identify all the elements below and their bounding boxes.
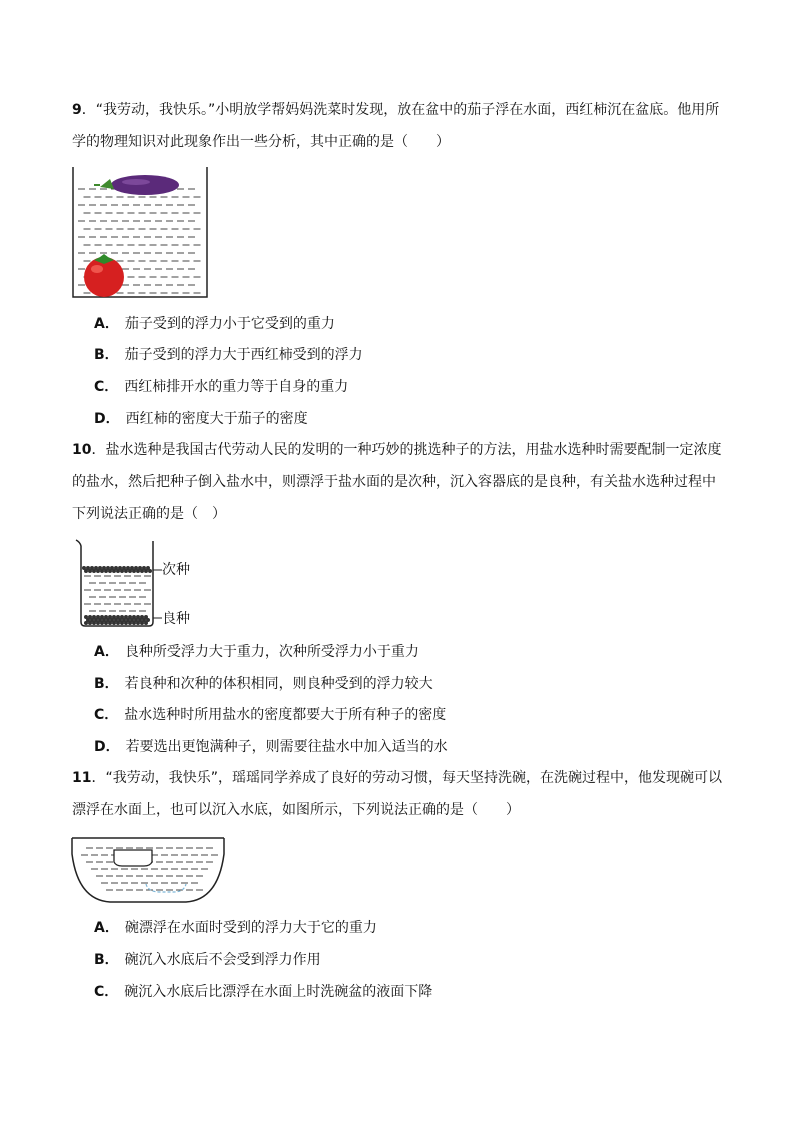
q9-option-c[interactable]: C． 西红柿排开水的重力等于自身的重力 [94, 379, 349, 395]
q10-option-d[interactable]: D． 若要选出更饱满种子，则需要往盐水中加入适当的水 [94, 739, 448, 755]
question-10-text: ．盐水选种是我国古代劳动人民的发明的一种巧妙的挑选种子的方法，用盐水选种时需要配制一定浓度的盐水，然后把种子倒入盐水中，则漂浮于盐水面的是次种，沉入容器底的是良种，有关盐水选种过程中下列说法正确的是（ ） [72, 442, 722, 522]
floating-bowl-icon [114, 850, 152, 866]
eggplant-tomato-basin-figure [70, 165, 210, 301]
q9-option-d[interactable]: D． 西红柿的密度大于茄子的密度 [94, 411, 308, 427]
sunk-bowl-icon [146, 884, 186, 892]
eggplant-icon [94, 175, 179, 195]
wash-basin-bowl-figure [70, 834, 226, 906]
label-inferior-seed: 次种 [162, 562, 190, 578]
q9-option-b[interactable]: B． 茄子受到的浮力大于西红柿受到的浮力 [94, 347, 363, 363]
tomato-icon [84, 254, 124, 297]
q9-option-a[interactable]: A． 茄子受到的浮力小于它受到的重力 [94, 316, 335, 332]
question-10-number: 10 [72, 442, 92, 458]
label-good-seed: 良种 [162, 611, 190, 627]
question-11-number: 11 [72, 770, 92, 786]
question-11-text: ．“我劳动，我快乐”，瑶瑶同学养成了良好的劳动习惯，每天坚持洗碗，在洗碗过程中，他发现碗可以漂浮在水面上，也可以沉入水底，如图所示，下列说法正确的是（ ） [72, 770, 722, 818]
salt-water-beaker-figure [72, 538, 166, 630]
floating-seeds [82, 566, 152, 573]
question-9-stem [72, 94, 724, 158]
question-10-stem [72, 434, 724, 530]
q11-option-a[interactable]: A． 碗漂浮在水面时受到的浮力大于它的重力 [94, 920, 377, 936]
question-9-number: 9 [72, 102, 82, 118]
q10-option-b[interactable]: B． 若良种和次种的体积相同，则良种受到的浮力较大 [94, 676, 433, 692]
q10-option-a[interactable]: A． 良种所受浮力大于重力，次种所受浮力小于重力 [94, 644, 419, 660]
question-9-text: ．“我劳动，我快乐。”小明放学帮妈妈洗菜时发现，放在盆中的茄子浮在水面，西红柿沉在盆底。他用所学的物理知识对此现象作出一些分析，其中正确的是（ ） [72, 102, 720, 150]
q11-option-b[interactable]: B． 碗沉入水底后不会受到浮力作用 [94, 952, 321, 968]
sunk-seeds [84, 615, 150, 625]
q10-option-c[interactable]: C． 盐水选种时所用盐水的密度都要大于所有种子的密度 [94, 707, 447, 723]
q11-option-c[interactable]: C． 碗沉入水底后比漂浮在水面上时洗碗盆的液面下降 [94, 984, 433, 1000]
question-11-stem [72, 762, 724, 826]
